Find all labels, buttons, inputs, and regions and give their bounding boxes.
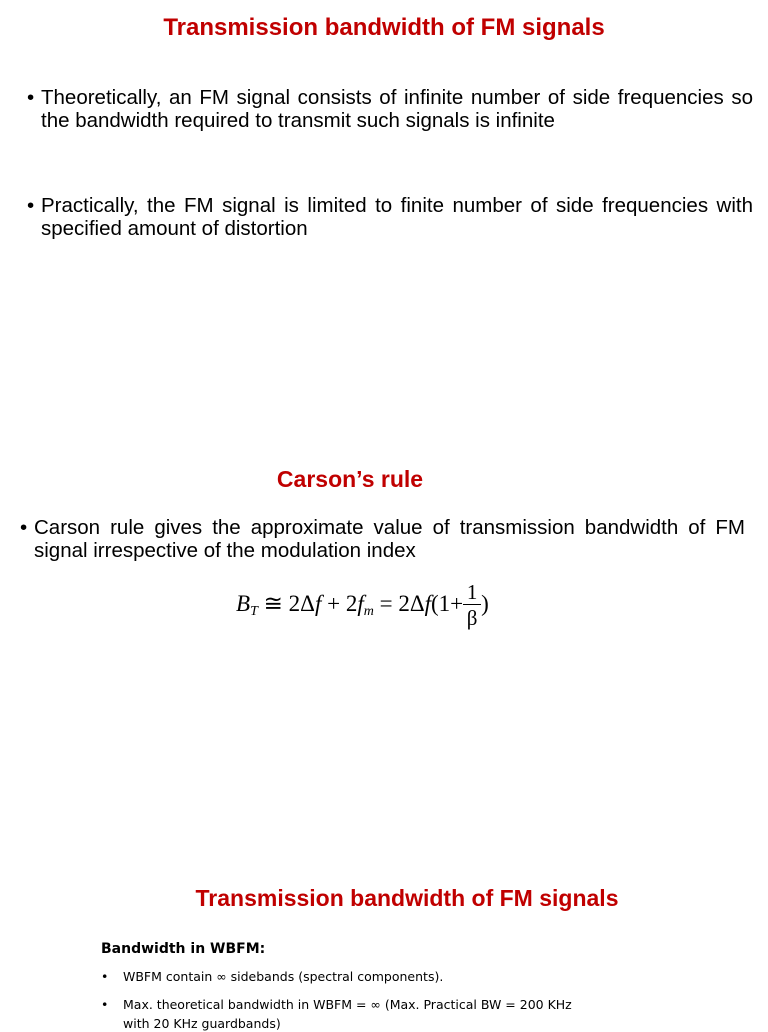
bullet-practically: [27, 194, 753, 240]
formula-b: B: [236, 590, 251, 616]
carsons-rule-title: Carson’s rule: [276, 466, 424, 492]
bullet-dot: •: [20, 516, 28, 539]
bullet-text: WBFM contain ∞ sidebands (spectral components).: [123, 969, 444, 984]
bullet-text-continued: with 20 KHz guardbands): [123, 1016, 281, 1031]
bullet-text: Practically, the FM signal is limited to finite number of side frequencies with specified amount of distortion: [41, 194, 753, 240]
formula-f2: f: [357, 590, 364, 616]
bullet-dot: •: [101, 997, 109, 1012]
formula-denominator: β: [466, 606, 478, 630]
bullet-text: Theoretically, an FM signal consists of infinite number of side frequencies so the bandwidth required to transmit such signals is infinite: [41, 86, 753, 132]
slide-title-1: Transmission bandwidth of FM signals: [163, 14, 605, 41]
formula-term3: 2Δ: [398, 590, 425, 616]
formula-b-sub: T: [250, 603, 258, 619]
formula-plus: +: [327, 590, 341, 616]
formula-equals: =: [379, 590, 393, 616]
formula-open: (1+: [431, 590, 464, 616]
slide-title-2: Transmission bandwidth of FM signals: [195, 885, 619, 911]
formula-f3: f: [424, 590, 431, 616]
formula-fraction: [463, 580, 481, 631]
bullet-text: Max. theoretical bandwidth in WBFM = ∞ (Max. Practical BW = 200 KHz: [123, 997, 572, 1012]
formula-fm-sub: m: [363, 603, 374, 619]
bullet-theoretically: [27, 86, 753, 132]
formula-approx: ≅: [263, 590, 283, 616]
bullet-text: Carson rule gives the approximate value of transmission bandwidth of FM signal irrespective of the modulation index: [34, 516, 745, 562]
carson-formula: [236, 580, 489, 631]
bullet-dot: •: [27, 194, 35, 217]
formula-term2: 2: [345, 590, 358, 616]
formula-close: ): [481, 590, 489, 616]
formula-term1: 2Δ: [288, 590, 315, 616]
bullet-dot: •: [101, 969, 109, 984]
formula-f1: f: [314, 590, 322, 616]
formula-numerator: 1: [463, 580, 481, 605]
wbfm-heading: Bandwidth in WBFM:: [101, 941, 266, 957]
bullet-carson: [20, 516, 745, 562]
bullet-dot: •: [27, 86, 35, 109]
